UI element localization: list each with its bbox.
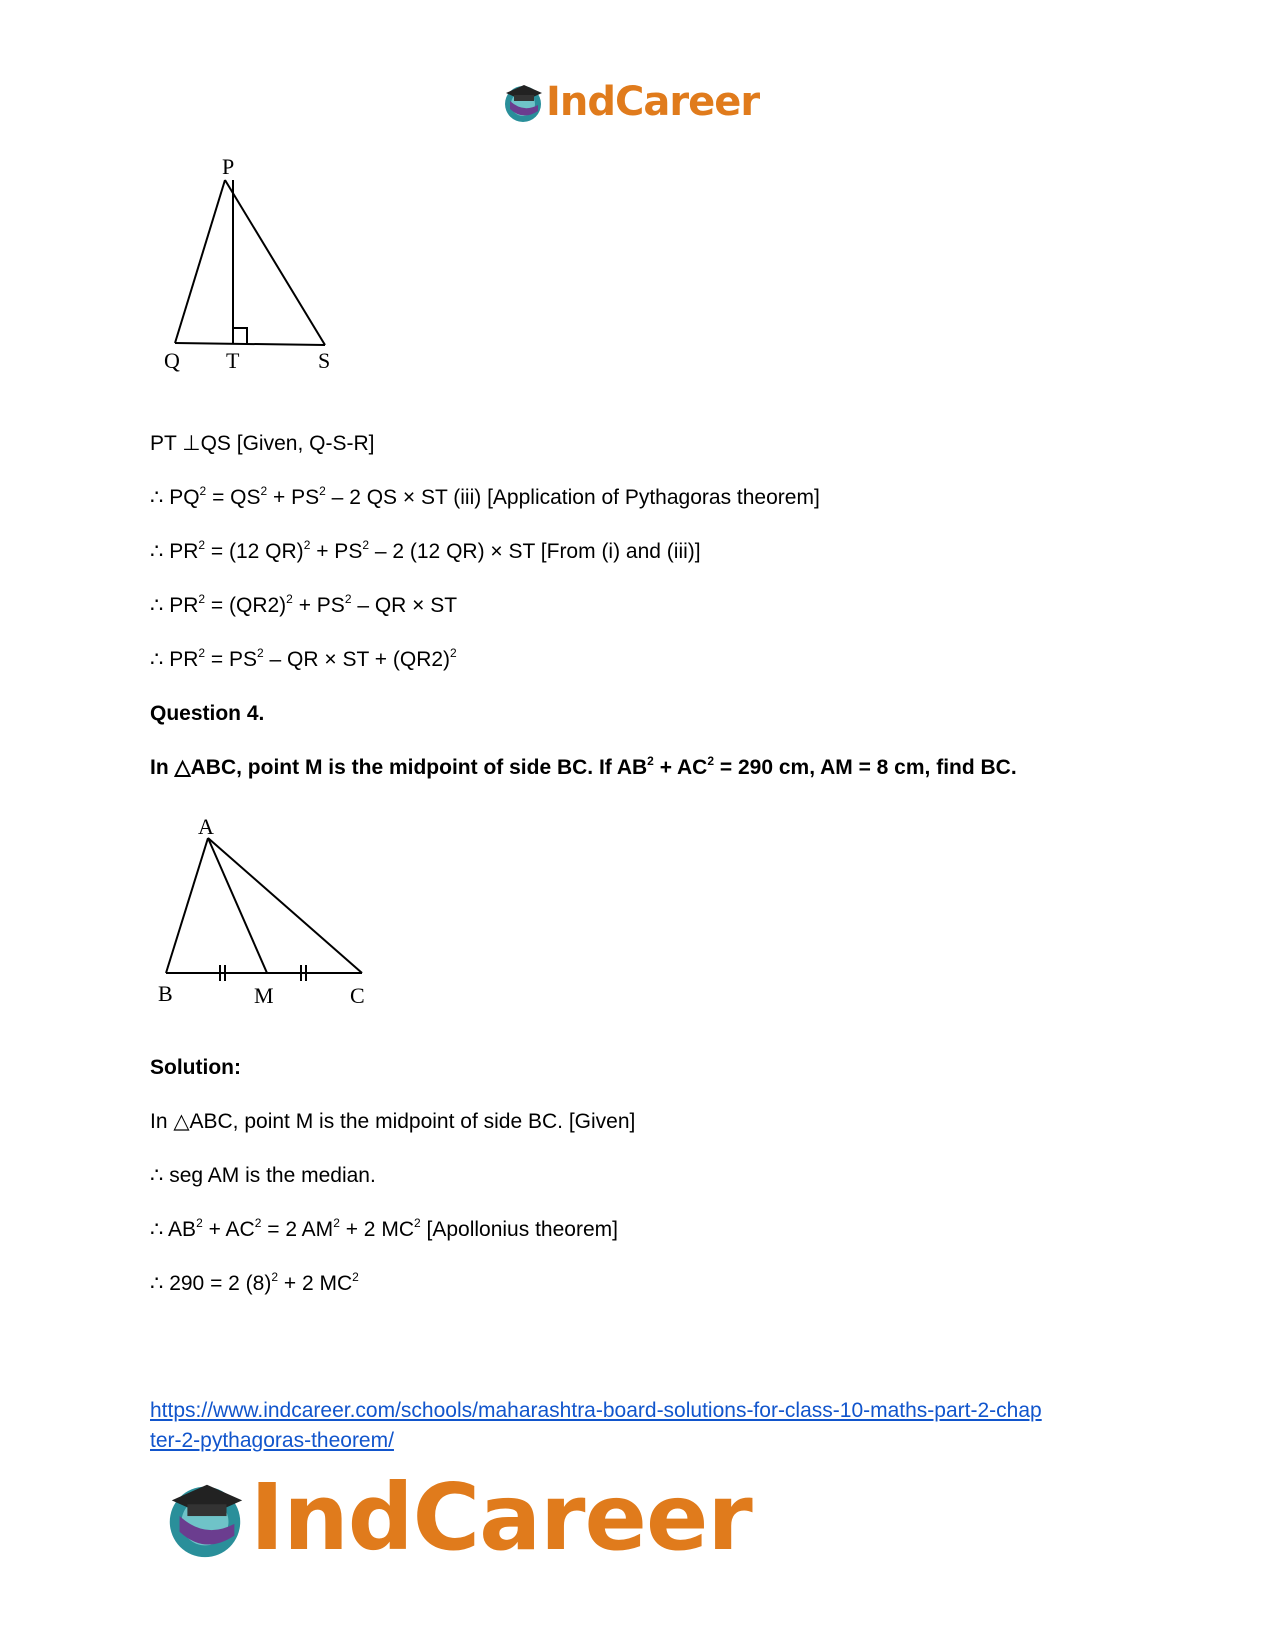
- side-pq: [175, 180, 225, 343]
- graduation-globe-icon: [160, 1473, 250, 1563]
- line-pr-squared-2: ∴ $PR^2 = (QR2)^2 + PS^2$ – QR × ST: [150, 592, 458, 617]
- right-angle-mark: [233, 328, 247, 344]
- side-ac: [208, 838, 362, 973]
- header-logo: [500, 78, 759, 126]
- median-am: [208, 838, 267, 973]
- logo-text: IndCareer: [250, 1464, 752, 1571]
- side-ps: [225, 180, 325, 345]
- line-pq-squared: ∴ $PQ^2 = QS^2 + PS^2 - 2$ QS × ST (iii) [Application of Pythagoras theorem]: [150, 484, 820, 509]
- label-s: S: [318, 348, 331, 373]
- solution-line-given: In △ABC, point M is the midpoint of side BC. [Given]: [150, 1110, 636, 1133]
- source-link[interactable]: https://www.indcareer.com/schools/maharashtra-board-solutions-for-class-10-maths-part-2-chap ter-2-pythagoras-theorem/: [150, 1399, 1042, 1452]
- label-q: Q: [164, 348, 180, 373]
- solution-line-substitution: ∴ 290 = 2 $(8)^2 + 2$ $MC^2$: [150, 1270, 359, 1295]
- side-ab: [166, 838, 208, 973]
- question-text: In △ABC, point M is the midpoint of side BC. If $AB^2 + AC^2 = 290$ cm, AM = 8 cm, find BC.: [150, 754, 1017, 779]
- label-a: A: [198, 814, 214, 839]
- footer-logo: [160, 1464, 752, 1571]
- line-pr-squared-1: ∴ $PR^2 = (12$ $QR)^2 + PS^2 - 2$ (12 QR) × ST [From (i) and (iii)]: [150, 538, 701, 563]
- label-c: C: [350, 983, 365, 1008]
- label-p: P: [222, 154, 235, 179]
- line-pt-perpendicular: PT ⊥QS [Given, Q-S-R]: [150, 432, 375, 455]
- line-pr-squared-3: ∴ $PR^2 = PS^2$ – QR × ST + $(QR2)^2$: [150, 646, 457, 671]
- label-m: M: [254, 983, 274, 1008]
- side-qs: [175, 343, 325, 345]
- solution-line-median: ∴ seg AM is the median.: [150, 1164, 376, 1187]
- solution-heading: Solution:: [150, 1056, 241, 1079]
- solution-line-apollonius: ∴ $AB^2 + AC^2 = 2$ $AM^2 + 2$ $MC^2$ [Apollonius theorem]: [150, 1216, 618, 1241]
- triangle-abc-figure: [150, 808, 380, 1018]
- label-t: T: [226, 348, 240, 373]
- label-b: B: [158, 981, 173, 1006]
- question-heading: Question 4.: [150, 702, 265, 725]
- logo-text: IndCareer: [546, 79, 760, 125]
- graduation-globe-icon: [500, 79, 546, 125]
- triangle-pqs-figure: [160, 150, 360, 390]
